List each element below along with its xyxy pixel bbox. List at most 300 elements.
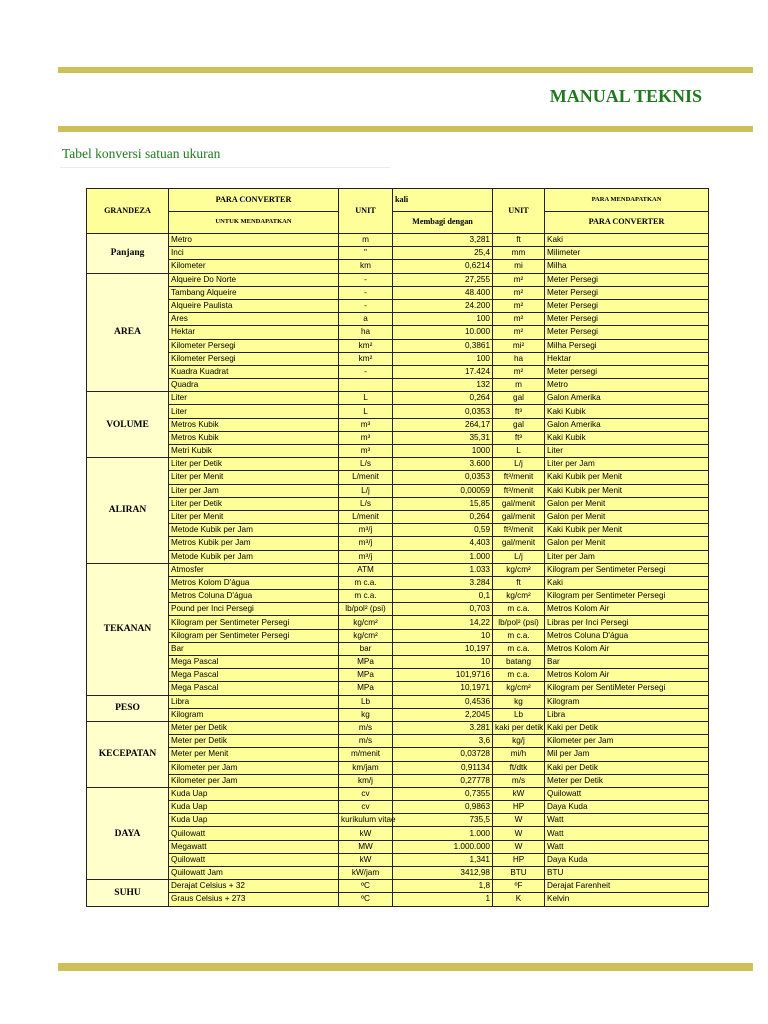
target-symbol-cell: ft³ (493, 405, 545, 418)
to-unit-cell: Meter Persegi (545, 273, 709, 286)
factor-cell: 10,197 (393, 642, 493, 655)
to-unit-cell: Kaki Kubik per Menit (545, 471, 709, 484)
header-membagi: Membagi dengan (393, 211, 493, 234)
factor-cell: 0,264 (393, 392, 493, 405)
table-row (87, 642, 709, 655)
target-symbol-cell: lb/pol² (psi) (493, 616, 545, 629)
from-unit-cell: Liter per Menit (169, 471, 339, 484)
to-unit-cell: Galon per Menit (545, 510, 709, 523)
from-unit-cell: Pound per Inci Persegi (169, 603, 339, 616)
target-symbol-cell: mi (493, 260, 545, 273)
header-unit-target: UNIT (493, 189, 545, 234)
table-row (87, 299, 709, 312)
symbol-cell: km² (339, 352, 393, 365)
factor-cell: 1.000.000 (393, 840, 493, 853)
to-unit-cell: Kilogram per Sentimeter Persegi (545, 590, 709, 603)
table-row (87, 787, 709, 800)
factor-cell: 10.000 (393, 326, 493, 339)
header-grandeza: GRANDEZA (87, 189, 169, 234)
symbol-cell: lb/pol² (psi) (339, 603, 393, 616)
from-unit-cell: Metode Kubik per Jam (169, 524, 339, 537)
target-symbol-cell: mi² (493, 339, 545, 352)
category-cell: Panjang (87, 234, 169, 274)
factor-cell: 264,17 (393, 418, 493, 431)
symbol-cell: m³ (339, 418, 393, 431)
table-row (87, 669, 709, 682)
to-unit-cell: Metros Kolom Air (545, 642, 709, 655)
target-symbol-cell: m c.a. (493, 669, 545, 682)
target-symbol-cell: m² (493, 313, 545, 326)
factor-cell: 0,7355 (393, 787, 493, 800)
table-row (87, 273, 709, 286)
from-unit-cell: Metros Kubik (169, 418, 339, 431)
target-symbol-cell: mm (493, 247, 545, 260)
table-row (87, 880, 709, 893)
from-unit-cell: Bar (169, 642, 339, 655)
factor-cell: 0,264 (393, 510, 493, 523)
target-symbol-cell: ft/dtk (493, 761, 545, 774)
factor-cell: 10,1971 (393, 682, 493, 695)
top-rule (58, 67, 753, 73)
category-cell: PESO (87, 695, 169, 721)
to-unit-cell: Daya Kuda (545, 853, 709, 866)
target-symbol-cell: ft³ (493, 431, 545, 444)
to-unit-cell: Meter Persegi (545, 313, 709, 326)
symbol-cell: kg (339, 708, 393, 721)
from-unit-cell: Liter per Detik (169, 497, 339, 510)
category-cell: SUHU (87, 880, 169, 906)
factor-cell: 3.281 (393, 721, 493, 734)
from-unit-cell: Quadra (169, 379, 339, 392)
table-row (87, 827, 709, 840)
factor-cell: 0,1 (393, 590, 493, 603)
factor-cell: 1.000 (393, 827, 493, 840)
symbol-cell: kg/cm² (339, 629, 393, 642)
footer-rule (58, 963, 753, 971)
target-symbol-cell: m/s (493, 774, 545, 787)
symbol-cell: ha (339, 326, 393, 339)
symbol-cell: a (339, 313, 393, 326)
table-row (87, 774, 709, 787)
table-row (87, 656, 709, 669)
factor-cell: 3.600 (393, 458, 493, 471)
to-unit-cell: Galon per Menit (545, 537, 709, 550)
symbol-cell: L (339, 392, 393, 405)
symbol-cell: MW (339, 840, 393, 853)
factor-cell: 35,31 (393, 431, 493, 444)
factor-cell: 27,255 (393, 273, 493, 286)
table-row (87, 576, 709, 589)
from-unit-cell: Hektar (169, 326, 339, 339)
factor-cell: 1,8 (393, 880, 493, 893)
table-row (87, 445, 709, 458)
factor-cell: 0,703 (393, 603, 493, 616)
target-symbol-cell: kg/cm² (493, 682, 545, 695)
factor-cell: 101,9716 (393, 669, 493, 682)
factor-cell: 0,27778 (393, 774, 493, 787)
symbol-cell: cv (339, 787, 393, 800)
table-row (87, 695, 709, 708)
to-unit-cell: Galon Amerika (545, 418, 709, 431)
table-row (87, 326, 709, 339)
target-symbol-cell: m² (493, 299, 545, 312)
table-row (87, 286, 709, 299)
to-unit-cell: Metros Kolom Air (545, 603, 709, 616)
factor-cell: 1.000 (393, 550, 493, 563)
from-unit-cell: Metro (169, 234, 339, 247)
factor-cell: 0,6214 (393, 260, 493, 273)
to-unit-cell: Liter (545, 445, 709, 458)
table-row (87, 893, 709, 906)
from-unit-cell: Kilogram (169, 708, 339, 721)
from-unit-cell: Quilowatt Jam (169, 867, 339, 880)
symbol-cell: ATM (339, 563, 393, 576)
from-unit-cell: Kuda Uap (169, 814, 339, 827)
table-row (87, 510, 709, 523)
target-symbol-cell: L/j (493, 458, 545, 471)
to-unit-cell: Kaki Kubik per Menit (545, 524, 709, 537)
symbol-cell: km/j (339, 774, 393, 787)
symbol-cell: m c.a. (339, 590, 393, 603)
symbol-cell: m³ (339, 445, 393, 458)
symbol-cell: " (339, 247, 393, 260)
factor-cell: 14,22 (393, 616, 493, 629)
symbol-cell: m³/j (339, 550, 393, 563)
target-symbol-cell: m² (493, 365, 545, 378)
from-unit-cell: Atmosfer (169, 563, 339, 576)
target-symbol-cell: kg/cm² (493, 563, 545, 576)
factor-cell: 0,91134 (393, 761, 493, 774)
table-row (87, 550, 709, 563)
factor-cell: 10 (393, 656, 493, 669)
symbol-cell: m/s (339, 721, 393, 734)
target-symbol-cell: m c.a. (493, 642, 545, 655)
to-unit-cell: Bar (545, 656, 709, 669)
from-unit-cell: Quilowatt (169, 853, 339, 866)
table-row (87, 352, 709, 365)
from-unit-cell: Graus Celsius + 273 (169, 893, 339, 906)
factor-cell: 0,59 (393, 524, 493, 537)
to-unit-cell: Kaki per Detik (545, 721, 709, 734)
from-unit-cell: Liter per Menit (169, 510, 339, 523)
table-row (87, 748, 709, 761)
target-symbol-cell: ha (493, 352, 545, 365)
factor-cell: 1000 (393, 445, 493, 458)
table-row (87, 735, 709, 748)
factor-cell: 3,6 (393, 735, 493, 748)
table-row (87, 853, 709, 866)
factor-cell: 100 (393, 352, 493, 365)
table-row (87, 484, 709, 497)
symbol-cell: m (339, 234, 393, 247)
to-unit-cell: Meter Persegi (545, 299, 709, 312)
from-unit-cell: Derajat Celsius + 32 (169, 880, 339, 893)
factor-cell: 2,2045 (393, 708, 493, 721)
table-row (87, 260, 709, 273)
table-row (87, 458, 709, 471)
table-row (87, 603, 709, 616)
factor-cell: 132 (393, 379, 493, 392)
target-symbol-cell: m c.a. (493, 629, 545, 642)
target-symbol-cell: HP (493, 801, 545, 814)
to-unit-cell: Kelvin (545, 893, 709, 906)
target-symbol-cell: kW (493, 787, 545, 800)
header-kali: kali (393, 189, 493, 212)
symbol-cell: km (339, 260, 393, 273)
symbol-cell: cv (339, 801, 393, 814)
factor-cell: 1 (393, 893, 493, 906)
target-symbol-cell: ft³/menit (493, 524, 545, 537)
table-row (87, 563, 709, 576)
symbol-cell: L (339, 405, 393, 418)
symbol-cell: m³/j (339, 537, 393, 550)
from-unit-cell: Metros Kolom D'água (169, 576, 339, 589)
symbol-cell: m c.a. (339, 576, 393, 589)
factor-cell: 24.200 (393, 299, 493, 312)
category-cell: VOLUME (87, 392, 169, 458)
to-unit-cell: Meter per Detik (545, 774, 709, 787)
to-unit-cell: Mil per Jam (545, 748, 709, 761)
factor-cell: 0,4536 (393, 695, 493, 708)
factor-cell: 0,0353 (393, 471, 493, 484)
symbol-cell: kg/cm² (339, 616, 393, 629)
symbol-cell: kurikulum vitae (339, 814, 393, 827)
to-unit-cell: Kilogram (545, 695, 709, 708)
table-row (87, 524, 709, 537)
symbol-cell: kW (339, 853, 393, 866)
table-row (87, 537, 709, 550)
target-symbol-cell: gal/menit (493, 510, 545, 523)
symbol-cell: L/j (339, 484, 393, 497)
to-unit-cell: Metro (545, 379, 709, 392)
table-row (87, 247, 709, 260)
caption-underline (60, 167, 390, 168)
to-unit-cell: Libras per Inci Persegi (545, 616, 709, 629)
factor-cell: 0,0353 (393, 405, 493, 418)
symbol-cell: L/s (339, 458, 393, 471)
factor-cell: 48.400 (393, 286, 493, 299)
from-unit-cell: Mega Pascal (169, 669, 339, 682)
table-row (87, 814, 709, 827)
symbol-cell: kW (339, 827, 393, 840)
header-untuk-mendapatkan: UNTUK MENDAPATKAN (169, 211, 339, 234)
symbol-cell (339, 379, 393, 392)
to-unit-cell: Galon per Menit (545, 497, 709, 510)
table-row (87, 471, 709, 484)
conversion-table-body (87, 234, 709, 907)
table-row (87, 313, 709, 326)
target-symbol-cell: ºF (493, 880, 545, 893)
symbol-cell: m/menit (339, 748, 393, 761)
to-unit-cell: Galon Amerika (545, 392, 709, 405)
to-unit-cell: Watt (545, 814, 709, 827)
from-unit-cell: Mega Pascal (169, 682, 339, 695)
table-row (87, 392, 709, 405)
target-symbol-cell: L (493, 445, 545, 458)
target-symbol-cell: m (493, 379, 545, 392)
from-unit-cell: Metri Kubik (169, 445, 339, 458)
symbol-cell: - (339, 286, 393, 299)
table-row (87, 616, 709, 629)
from-unit-cell: Kuadra Kuadrat (169, 365, 339, 378)
target-symbol-cell: kg/j (493, 735, 545, 748)
target-symbol-cell: BTU (493, 867, 545, 880)
from-unit-cell: Ares (169, 313, 339, 326)
symbol-cell: MPa (339, 669, 393, 682)
target-symbol-cell: ft³/menit (493, 471, 545, 484)
to-unit-cell: Kaki per Detik (545, 761, 709, 774)
target-symbol-cell: W (493, 840, 545, 853)
to-unit-cell: Meter Persegi (545, 326, 709, 339)
to-unit-cell: Meter persegi (545, 365, 709, 378)
page-title: MANUAL TEKNIS (549, 86, 702, 106)
symbol-cell: km/jam (339, 761, 393, 774)
target-symbol-cell: gal (493, 418, 545, 431)
header-para-mendapatkan: PARA MENDAPATKAN (545, 189, 709, 212)
target-symbol-cell: gal/menit (493, 497, 545, 510)
factor-cell: 0,03728 (393, 748, 493, 761)
category-cell: AREA (87, 273, 169, 392)
target-symbol-cell: Lb (493, 708, 545, 721)
to-unit-cell: Kilogram per SentiMeter Persegi (545, 682, 709, 695)
to-unit-cell: Derajat Farenheit (545, 880, 709, 893)
from-unit-cell: Kuda Uap (169, 787, 339, 800)
target-symbol-cell: L/j (493, 550, 545, 563)
from-unit-cell: Alqueire Paulista (169, 299, 339, 312)
from-unit-cell: Meter per Detik (169, 735, 339, 748)
table-row (87, 365, 709, 378)
symbol-cell: MPa (339, 656, 393, 669)
target-symbol-cell: m² (493, 273, 545, 286)
table-row (87, 405, 709, 418)
to-unit-cell: BTU (545, 867, 709, 880)
to-unit-cell: Kilometer per Jam (545, 735, 709, 748)
to-unit-cell: Kaki Kubik (545, 405, 709, 418)
from-unit-cell: Metros Kubik per Jam (169, 537, 339, 550)
target-symbol-cell: m² (493, 286, 545, 299)
from-unit-cell: Kilometer per Jam (169, 774, 339, 787)
factor-cell: 15,85 (393, 497, 493, 510)
category-cell: ALIRAN (87, 458, 169, 564)
target-symbol-cell: ft (493, 234, 545, 247)
to-unit-cell: Kaki Kubik (545, 431, 709, 444)
target-symbol-cell: kg/cm² (493, 590, 545, 603)
factor-cell: 100 (393, 313, 493, 326)
symbol-cell: - (339, 299, 393, 312)
target-symbol-cell: gal (493, 392, 545, 405)
symbol-cell: L/menit (339, 510, 393, 523)
category-cell: KECEPATAN (87, 721, 169, 787)
factor-cell: 17.424 (393, 365, 493, 378)
factor-cell: 25,4 (393, 247, 493, 260)
table-row (87, 721, 709, 734)
target-symbol-cell: m c.a. (493, 603, 545, 616)
symbol-cell: ºC (339, 880, 393, 893)
table-header-row-1 (87, 189, 709, 212)
factor-cell: 0,3861 (393, 339, 493, 352)
table-row (87, 590, 709, 603)
target-symbol-cell: HP (493, 853, 545, 866)
symbol-cell: L/menit (339, 471, 393, 484)
table-row (87, 840, 709, 853)
to-unit-cell: Milimeter (545, 247, 709, 260)
from-unit-cell: Metros Kubik (169, 431, 339, 444)
table-row (87, 801, 709, 814)
table-row (87, 234, 709, 247)
from-unit-cell: Inci (169, 247, 339, 260)
from-unit-cell: Liter (169, 392, 339, 405)
from-unit-cell: Liter per Jam (169, 484, 339, 497)
to-unit-cell: Watt (545, 827, 709, 840)
table-caption: Tabel konversi satuan ukuran (62, 146, 221, 161)
to-unit-cell: Kaki (545, 234, 709, 247)
target-symbol-cell: mi/h (493, 748, 545, 761)
from-unit-cell: Alqueire Do Norte (169, 273, 339, 286)
factor-cell: 1,341 (393, 853, 493, 866)
from-unit-cell: Liter per Detik (169, 458, 339, 471)
from-unit-cell: Libra (169, 695, 339, 708)
table-row (87, 497, 709, 510)
from-unit-cell: Kilometer per Jam (169, 761, 339, 774)
from-unit-cell: Meter per Detik (169, 721, 339, 734)
to-unit-cell: Libra (545, 708, 709, 721)
to-unit-cell: Kilogram per Sentimeter Persegi (545, 563, 709, 576)
to-unit-cell: Milha (545, 260, 709, 273)
from-unit-cell: Meter per Menit (169, 748, 339, 761)
symbol-cell: bar (339, 642, 393, 655)
to-unit-cell: Kaki Kubik per Menit (545, 484, 709, 497)
header-rule (58, 126, 753, 132)
from-unit-cell: Megawatt (169, 840, 339, 853)
from-unit-cell: Kilogram per Sentimeter Persegi (169, 629, 339, 642)
category-cell: TEKANAN (87, 563, 169, 695)
symbol-cell: ºC (339, 893, 393, 906)
table-header-row-2 (87, 211, 709, 234)
to-unit-cell: Metros Kolom Air (545, 669, 709, 682)
to-unit-cell: Metros Coluna D'água (545, 629, 709, 642)
table-row (87, 339, 709, 352)
header-para-converter-target: PARA CONVERTER (545, 211, 709, 234)
factor-cell: 0,00059 (393, 484, 493, 497)
symbol-cell: m³/j (339, 524, 393, 537)
from-unit-cell: Metode Kubik per Jam (169, 550, 339, 563)
target-symbol-cell: kg (493, 695, 545, 708)
to-unit-cell: Liter per Jam (545, 458, 709, 471)
symbol-cell: L/s (339, 497, 393, 510)
from-unit-cell: Mega Pascal (169, 656, 339, 669)
from-unit-cell: Kuda Uap (169, 801, 339, 814)
table-row (87, 682, 709, 695)
table-row (87, 761, 709, 774)
factor-cell: 4,403 (393, 537, 493, 550)
to-unit-cell: Quilowatt (545, 787, 709, 800)
target-symbol-cell: batang (493, 656, 545, 669)
to-unit-cell: Daya Kuda (545, 801, 709, 814)
from-unit-cell: Liter (169, 405, 339, 418)
header-para-converter: PARA CONVERTER (169, 189, 339, 212)
factor-cell: 0,9863 (393, 801, 493, 814)
to-unit-cell: Hektar (545, 352, 709, 365)
table-row (87, 867, 709, 880)
to-unit-cell: Kaki (545, 576, 709, 589)
from-unit-cell: Kilometer Persegi (169, 339, 339, 352)
symbol-cell: m³ (339, 431, 393, 444)
to-unit-cell: Meter Persegi (545, 286, 709, 299)
to-unit-cell: Watt (545, 840, 709, 853)
from-unit-cell: Quilowatt (169, 827, 339, 840)
factor-cell: 1.033 (393, 563, 493, 576)
from-unit-cell: Metros Coluna D'água (169, 590, 339, 603)
